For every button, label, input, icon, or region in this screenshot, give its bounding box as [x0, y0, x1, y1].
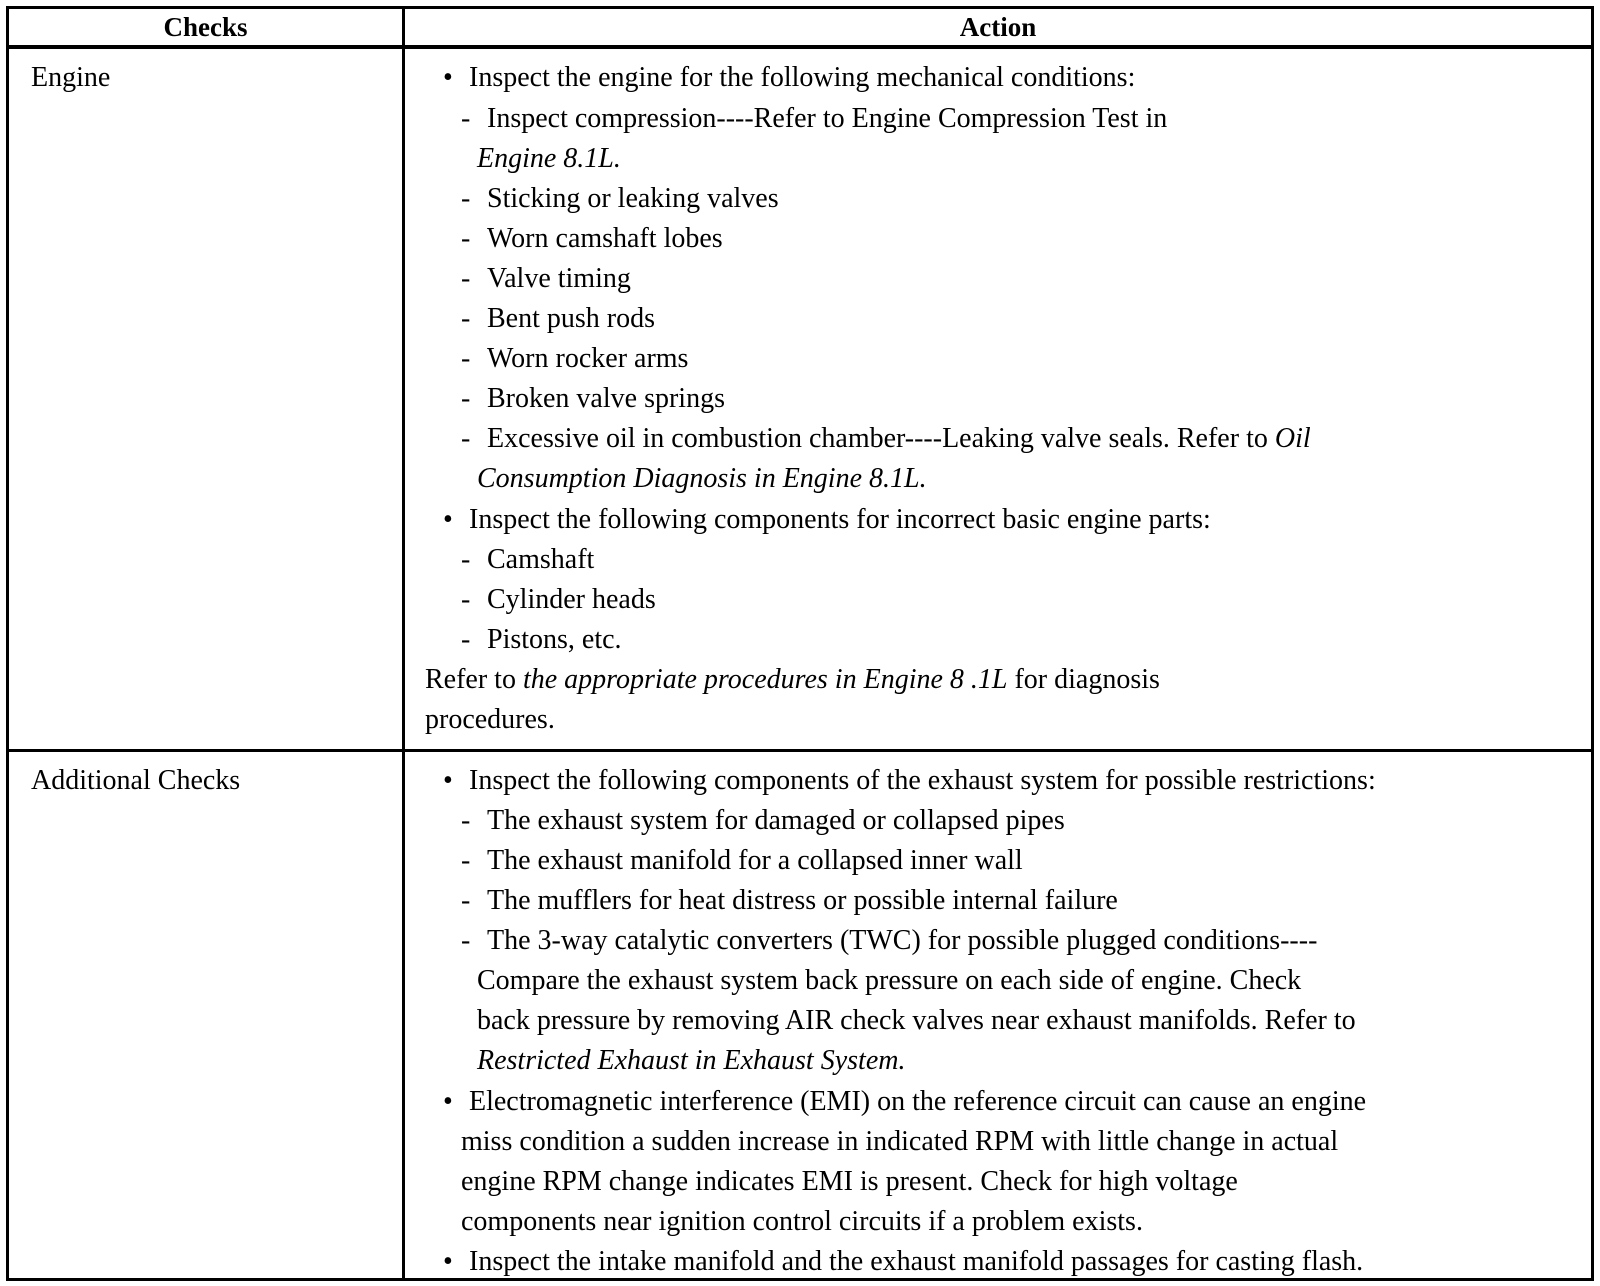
sub-item: - Worn rocker arms [461, 343, 689, 374]
refer-text-continuation: procedures. [425, 704, 555, 735]
sub-item: - Pistons, etc. [461, 624, 622, 655]
sub-item: - The exhaust system for damaged or collapsed pipes [461, 805, 1065, 836]
sub-item: - The mufflers for heat distress or possible internal failure [461, 885, 1118, 916]
sub-item-continuation: Restricted Exhaust in Exhaust System. [477, 1045, 906, 1076]
check-label-engine: Engine [31, 62, 111, 93]
check-label-additional: Additional Checks [31, 765, 241, 796]
sub-item-continuation: back pressure by removing AIR check valves near exhaust manifolds. Refer to [477, 1005, 1356, 1036]
action-cell-engine [405, 49, 1591, 749]
sub-item: - Cylinder heads [461, 584, 656, 615]
header-action: Action [959, 12, 1037, 42]
bullet-item-continuation: miss condition a sudden increase in indicated RPM with little change in actual [461, 1126, 1339, 1157]
sub-item: - Valve timing [461, 263, 631, 294]
checks-table [6, 6, 1594, 1281]
sub-item: - Sticking or leaking valves [461, 183, 779, 214]
bullet-item: • Inspect the intake manifold and the exhaust manifold passages for casting flash. [443, 1246, 1364, 1277]
sub-item: - Inspect compression----Refer to Engine Compression Test in [461, 103, 1168, 134]
sub-item: - Camshaft [461, 544, 595, 575]
bullet-item: • Inspect the following components of the exhaust system for possible restrictions: [443, 765, 1376, 796]
bullet-item-continuation: engine RPM change indicates EMI is present. Check for high voltage [461, 1166, 1238, 1197]
bullet-item: • Inspect the following components for incorrect basic engine parts: [443, 504, 1211, 535]
sub-item: - The 3-way catalytic converters (TWC) for possible plugged conditions---- [461, 925, 1318, 956]
sub-item: - Bent push rods [461, 303, 655, 334]
sub-item: - Excessive oil in combustion chamber----Leaking valve seals. Refer to Oil [461, 423, 1311, 454]
bullet-item: • Inspect the engine for the following mechanical conditions: [443, 62, 1136, 93]
table-row [9, 752, 1591, 1278]
bullet-item-continuation: components near ignition control circuits if a problem exists. [461, 1206, 1143, 1237]
table-header-row [9, 9, 1591, 49]
sub-item-continuation: Engine 8.1L. [477, 143, 621, 174]
sub-item-continuation: Compare the exhaust system back pressure on each side of engine. Check [477, 965, 1302, 996]
action-cell-additional [405, 752, 1591, 1278]
refer-text: Refer to the appropriate procedures in Engine 8 .1L for diagnosis [425, 664, 1160, 695]
header-checks: Checks [163, 12, 248, 42]
sub-item: - The exhaust manifold for a collapsed inner wall [461, 845, 1023, 876]
table-row [9, 49, 1591, 752]
sub-item-continuation: Consumption Diagnosis in Engine 8.1L. [477, 463, 927, 494]
sub-item: - Worn camshaft lobes [461, 223, 723, 254]
bullet-item: • Electromagnetic interference (EMI) on the reference circuit can cause an engine [443, 1086, 1367, 1117]
sub-item: - Broken valve springs [461, 383, 725, 414]
